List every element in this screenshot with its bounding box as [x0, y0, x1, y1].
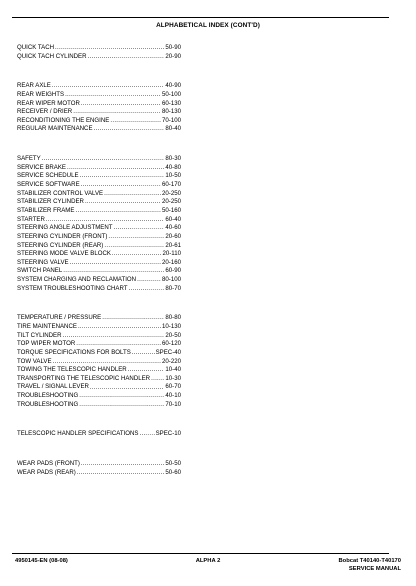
index-entry — [17, 125, 181, 134]
index-entry — [17, 224, 181, 233]
model-name: Bobcat T40140-T40170 — [338, 558, 401, 564]
entry-page-ref: 60-70 — [165, 383, 181, 391]
entry-page-ref: 70-10 — [165, 400, 181, 408]
entry-page-ref: SPEC-10 — [155, 430, 181, 438]
entry-label: STABILIZER FRAME — [17, 206, 75, 214]
index-entry — [17, 267, 181, 276]
index-entry — [17, 242, 181, 251]
index-entry — [17, 314, 181, 323]
dot-leader — [128, 366, 165, 375]
index-group — [17, 430, 181, 439]
entry-label: SERVICE BRAKE — [17, 163, 66, 171]
page-number: ALPHA 2 — [195, 558, 221, 564]
entry-page-ref: 80-100 — [162, 276, 181, 284]
entry-label: STEERING MODE VALVE BLOCK — [17, 250, 111, 258]
entry-page-ref: 70-100 — [162, 116, 181, 124]
dot-leader — [85, 198, 161, 207]
dot-leader — [73, 108, 161, 117]
entry-label: REGULAR MAINTENANCE — [17, 125, 93, 133]
entry-page-ref: 20-220 — [162, 357, 181, 365]
entry-label: REAR WEIGHTS — [17, 90, 65, 98]
entry-page-ref: SPEC-40 — [155, 348, 181, 356]
entry-label: SYSTEM CHARGING AND RECLAMATION — [17, 276, 137, 284]
entry-label: SERVICE SOFTWARE — [17, 181, 80, 189]
entry-label: TIRE MAINTENANCE — [17, 323, 77, 330]
dot-leader — [46, 216, 165, 225]
entry-label: SWITCH PANEL — [17, 267, 63, 275]
entry-page-ref: 50-160 — [162, 206, 181, 214]
entry-page-ref: 60-40 — [165, 215, 181, 223]
index-group — [17, 155, 181, 293]
entry-page-ref: 20-160 — [162, 258, 181, 266]
index-group — [17, 314, 181, 409]
alphabetical-index — [17, 44, 181, 498]
dot-leader — [55, 44, 164, 53]
entry-page-ref: 40-90 — [165, 82, 181, 90]
index-entry — [17, 276, 181, 285]
dot-leader — [42, 155, 165, 164]
index-entry — [17, 207, 181, 216]
entry-page-ref: 80-70 — [165, 284, 181, 292]
dot-leader — [94, 125, 165, 134]
dot-leader — [104, 190, 161, 199]
dot-leader — [63, 267, 164, 276]
entry-page-ref: 40-80 — [165, 163, 181, 171]
index-entry — [17, 250, 181, 259]
dot-leader — [104, 242, 164, 251]
entry-label: QUICK TACH CYLINDER — [17, 52, 87, 60]
entry-page-ref: 40-60 — [165, 224, 181, 232]
dot-leader — [137, 276, 161, 285]
entry-page-ref: 20-110 — [162, 250, 181, 258]
dot-leader — [78, 323, 161, 332]
index-group — [17, 44, 181, 61]
entry-page-ref: 80-30 — [165, 155, 181, 163]
dot-leader — [90, 384, 164, 393]
index-entry — [17, 44, 181, 53]
entry-page-ref: 60-130 — [162, 99, 181, 107]
entry-page-ref: 50-100 — [162, 90, 181, 98]
dot-leader — [81, 100, 161, 109]
entry-page-ref: 10-40 — [165, 366, 181, 374]
entry-page-ref: 80-130 — [162, 108, 181, 116]
dot-leader — [53, 358, 161, 367]
dot-leader — [132, 349, 155, 358]
index-entry — [17, 332, 181, 341]
dot-leader — [81, 460, 165, 469]
dot-leader — [102, 314, 164, 323]
index-entry — [17, 164, 181, 173]
dot-leader — [151, 375, 164, 384]
index-entry — [17, 430, 181, 439]
index-entry — [17, 91, 181, 100]
dot-leader — [67, 164, 164, 173]
index-entry — [17, 216, 181, 225]
dot-leader — [88, 53, 165, 62]
document-number: 4950145-EN (08-08) — [15, 558, 68, 564]
entry-page-ref: 20-90 — [165, 52, 181, 60]
entry-label: SYSTEM TROUBLESHOOTING CHART — [17, 284, 128, 292]
dot-leader — [81, 181, 161, 190]
index-entry — [17, 349, 181, 358]
index-entry — [17, 366, 181, 375]
index-entry — [17, 401, 181, 410]
entry-label: STEERING CYLINDER (REAR) — [17, 241, 104, 249]
entry-page-ref: 50-90 — [165, 43, 181, 51]
header-rule — [12, 17, 389, 18]
dot-leader — [108, 233, 164, 242]
entry-label: TEMPERATURE / PRESSURE — [17, 314, 102, 322]
entry-page-ref: 60-170 — [162, 181, 181, 189]
page-title: ALPHABETICAL INDEX (CONT'D) — [156, 22, 260, 29]
entry-page-ref: 10-130 — [162, 323, 181, 330]
index-entry — [17, 384, 181, 393]
dot-leader — [79, 392, 164, 401]
index-entry — [17, 375, 181, 384]
entry-label: TORQUE SPECIFICATIONS FOR BOLTS — [17, 348, 131, 356]
entry-page-ref: 10-30 — [165, 374, 181, 382]
entry-label: QUICK TACH — [17, 43, 55, 51]
entry-page-ref: 60-120 — [162, 340, 181, 348]
dot-leader — [52, 82, 165, 91]
entry-page-ref: 60-90 — [165, 267, 181, 275]
entry-page-ref: 20-50 — [165, 331, 181, 339]
dot-leader — [129, 285, 165, 294]
entry-label: TOWING THE TELESCOPIC HANDLER — [17, 366, 127, 374]
entry-page-ref: 40-10 — [165, 392, 181, 400]
index-entry — [17, 108, 181, 117]
index-group — [17, 460, 181, 477]
entry-label: TILT CYLINDER — [17, 331, 62, 339]
index-entry — [17, 259, 181, 268]
index-entry — [17, 323, 181, 332]
footer-rule — [12, 553, 389, 554]
entry-page-ref: 50-50 — [165, 460, 181, 468]
index-entry — [17, 460, 181, 469]
dot-leader — [62, 332, 164, 341]
entry-page-ref: 20-61 — [165, 241, 181, 249]
entry-label: WEAR PADS (REAR) — [17, 468, 76, 476]
entry-label: TROUBLESHOOTING — [17, 400, 79, 408]
entry-label: STEERING CYLINDER (FRONT) — [17, 232, 108, 240]
dot-leader — [70, 259, 161, 268]
index-entry — [17, 198, 181, 207]
entry-page-ref: 50-60 — [165, 468, 181, 476]
dot-leader — [112, 250, 162, 259]
entry-page-ref: 80-80 — [165, 314, 181, 322]
entry-page-ref: 20-250 — [162, 189, 181, 197]
entry-label: STABILIZER CONTROL VALVE — [17, 189, 104, 197]
dot-leader — [65, 91, 161, 100]
dot-leader — [80, 172, 165, 181]
index-entry — [17, 100, 181, 109]
index-entry — [17, 285, 181, 294]
entry-label: STABILIZER CYLINDER — [17, 198, 84, 206]
index-entry — [17, 53, 181, 62]
entry-page-ref: 20-60 — [165, 232, 181, 240]
dot-leader — [76, 340, 161, 349]
entry-label: TRANSPORTING THE TELESCOPIC HANDLER — [17, 374, 151, 382]
entry-label: TROUBLESHOOTING — [17, 392, 79, 400]
entry-label: TELESCOPIC HANDLER SPECIFICATIONS — [17, 430, 139, 438]
entry-page-ref: 10-50 — [165, 172, 181, 180]
entry-label: TRAVEL / SIGNAL LEVER — [17, 383, 89, 391]
index-entry — [17, 340, 181, 349]
dot-leader — [75, 207, 161, 216]
entry-page-ref: 80-40 — [165, 125, 181, 133]
entry-label: WEAR PADS (FRONT) — [17, 460, 80, 468]
footer-model-block — [338, 558, 401, 573]
dot-leader — [110, 117, 161, 126]
entry-label: RECEIVER / DRIER — [17, 108, 73, 116]
entry-page-ref: 20-250 — [162, 198, 181, 206]
index-group — [17, 82, 181, 134]
entry-label: SERVICE SCHEDULE — [17, 172, 79, 180]
index-entry — [17, 358, 181, 367]
manual-type: SERVICE MANUAL — [348, 565, 401, 572]
index-entry — [17, 469, 181, 478]
index-entry — [17, 181, 181, 190]
index-entry — [17, 117, 181, 126]
index-entry — [17, 172, 181, 181]
dot-leader — [139, 430, 154, 439]
index-entry — [17, 155, 181, 164]
index-entry — [17, 392, 181, 401]
dot-leader — [77, 469, 165, 478]
entry-label: TOW VALVE — [17, 357, 52, 365]
entry-label: REAR AXLE — [17, 82, 51, 90]
index-entry — [17, 82, 181, 91]
entry-label: STEERING ANGLE ADJUSTMENT — [17, 224, 113, 232]
dot-leader — [79, 401, 164, 410]
entry-label: STARTER — [17, 215, 45, 223]
dot-leader — [114, 224, 165, 233]
entry-label: REAR WIPER MOTOR — [17, 99, 80, 107]
index-entry — [17, 233, 181, 242]
entry-label: TOP WIPER MOTOR — [17, 340, 76, 348]
entry-label: SAFETY — [17, 155, 41, 163]
entry-label: RECONDITIONING THE ENGINE — [17, 116, 110, 124]
entry-label: STEERING VALVE — [17, 258, 69, 266]
index-entry — [17, 190, 181, 199]
